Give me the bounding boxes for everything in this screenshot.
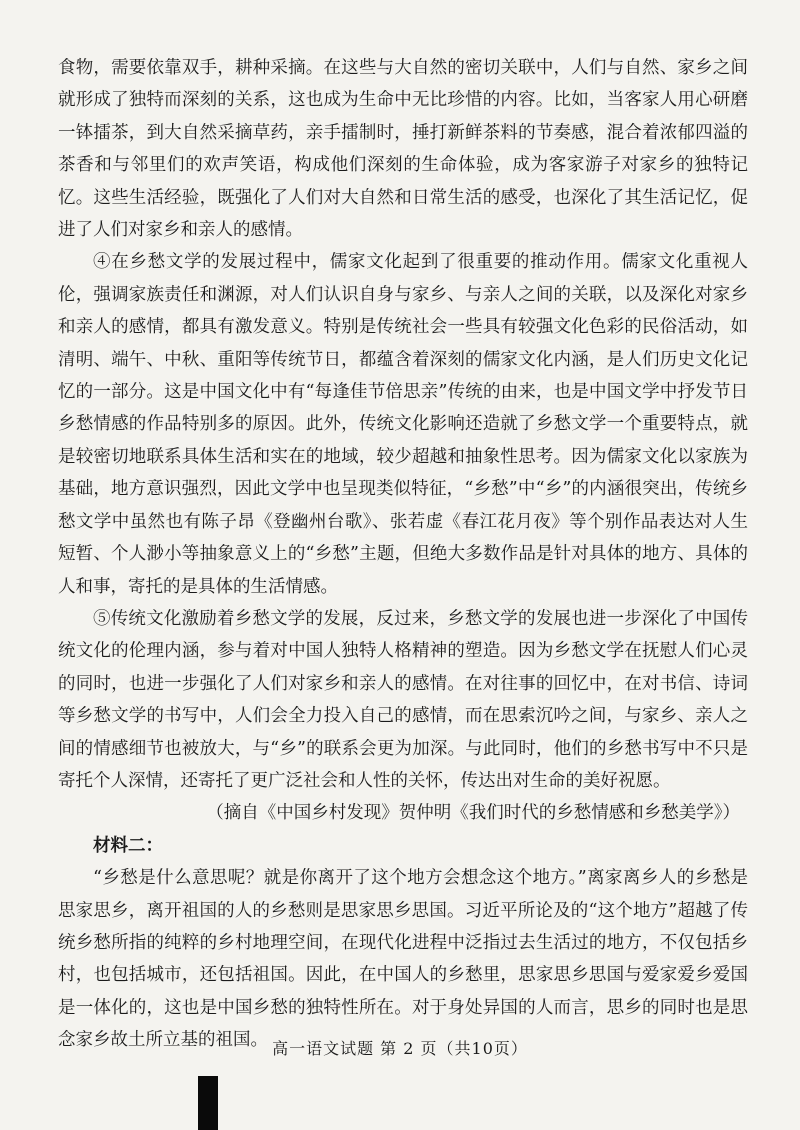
source-citation: （摘自《中国乡村发现》贺仲明《我们时代的乡愁情感和乡愁美学》） bbox=[206, 803, 740, 824]
paragraph-continued: 食物，需要依靠双手，耕种采摘。在这些与大自然的密切关联中，人们与自然、家乡之间就形成了独特而深刻的关系，这也成为生命中无比珍惜的内容。比如，当客家人用心研磨一钵擂茶，到大自然采摘草药，亲手擂制时，捶打新鲜茶料的节奏感，混合着浓郁四溢的茶香和与邻里们的欢声笑语，构成他们深刻的生命体验，成为客家游子对家乡的独特记忆。这些生活经验，既强化了人们对大自然和日常生活的感受，也深化了其生活记忆，促进了人们对家乡和亲人的感情。 bbox=[58, 58, 748, 241]
paragraph-4: ④在乡愁文学的发展过程中，儒家文化起到了很重要的推动作用。儒家文化重视人伦，强调家族责任和渊源，对人们认识自身与家乡、与亲人之间的关联，以及深化对家乡和亲人的感情，都具有激发意义。特别是传统社会一些具有较强文化色彩的民俗活动，如清明、端午、中秋、重阳等传统节日，都蕴含着深刻的儒家文化内涵，是人们历史文化记忆的一部分。这是中国文化中有“每逢佳节倍思亲”传统的由来，也是中国文学中抒发节日乡愁情感的作品特别多的原因。此外，传统文化影响还造就了乡愁文学一个重要特点，就是较密切地联系具体生活和实在的地域，较少超越和抽象性思考。因为儒家文化以家族为基础，地方意识强烈，因此文学中也呈现类似特征，“乡愁”中“乡”的内涵很突出，传统乡愁文学中虽然也有陈子昂《登幽州台歌》、张若虚《春江花月夜》等个别作品表达对人生短暂、个人渺小等抽象意义上的“乡愁”主题，但绝大多数作品是针对具体的地方、具体的人和事，寄托的是具体的生活情感。 bbox=[58, 252, 748, 597]
material-two-paragraph: “乡愁是什么意思呢？就是你离开了这个地方会想念这个地方。”离家离乡人的乡愁是思家思乡，离开祖国的人的乡愁则是思家思乡思国。习近平所论及的“这个地方”超越了传统乡愁所指的纯粹的乡村地理空间，在现代化进程中泛指过去生活过的地方，不仅包括乡村，也包括城市，还包括祖国。因此，在中国人的乡愁里，思家思乡思国与爱家爱乡爱国是一体化的，这也是中国乡愁的独特性所在。对于身处异国的人而言，思乡的同时也是思念家乡故土所立基的祖国。 bbox=[58, 868, 748, 1051]
scan-mark bbox=[198, 1076, 218, 1130]
page-footer: 高一语文试题 第 2 页（共10页） bbox=[272, 1039, 528, 1058]
material-two-heading: 材料二： bbox=[93, 835, 163, 856]
paragraph-5: ⑤传统文化激励着乡愁文学的发展，反过来，乡愁文学的发展也进一步深化了中国传统文化的伦理内涵，参与着对中国人独特人格精神的塑造。因为乡愁文学在抚慰人们心灵的同时，也进一步强化了人们对家乡和亲人的感情。在对往事的回忆中，在对书信、诗词等乡愁文学的书写中，人们会全力投入自己的感情，而在思索沉吟之间，与家乡、亲人之间的情感细节也被放大，与“乡”的联系会更为加深。与此同时，他们的乡愁书写中不只是寄托个人深情，还寄托了更广泛社会和人性的关怀，传达出对生命的美好祝愿。 bbox=[58, 608, 748, 791]
